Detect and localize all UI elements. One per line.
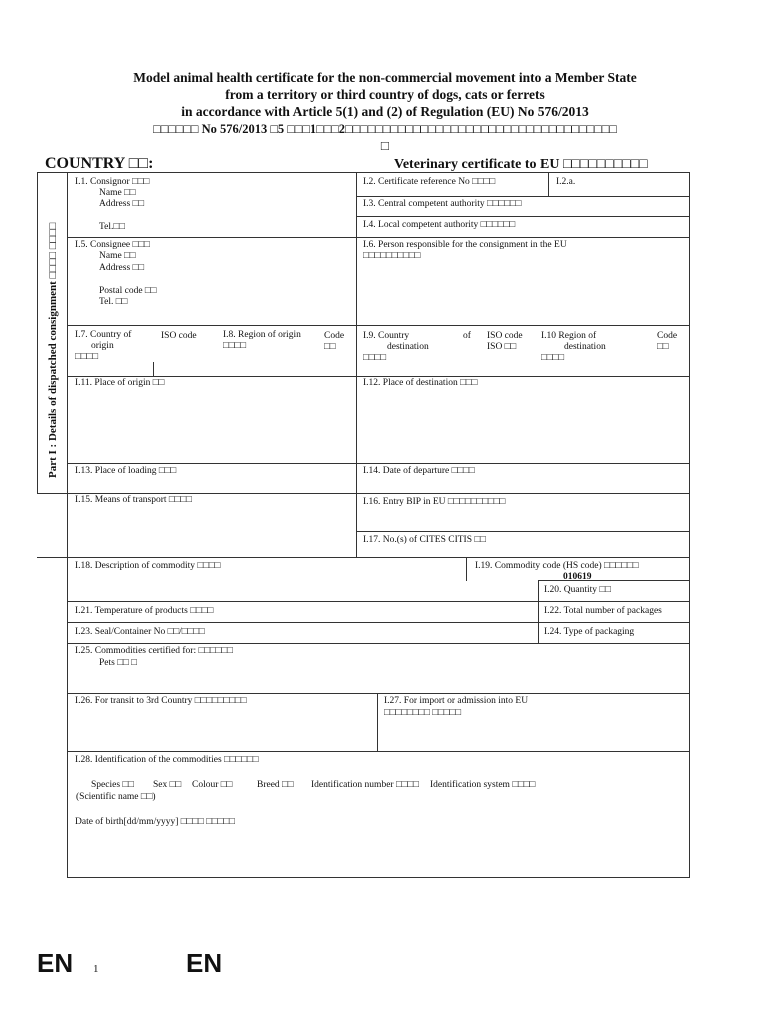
field-i9-of: of: [463, 331, 471, 341]
part1-label: Part I : Details of dispatched consignment □□□□ □□□□: [47, 222, 59, 478]
divider: [377, 693, 378, 751]
field-i5-postal: Postal code □□: [99, 286, 157, 296]
title-line-3: in accordance with Article 5(1) and (2) of Regulation (EU) No 576/2013: [181, 104, 589, 119]
field-i11-place-origin: I.11. Place of origin □□: [75, 378, 165, 388]
field-i8-code: Code: [324, 331, 345, 341]
field-i14-date-departure: I.14. Date of departure □□□□: [363, 466, 475, 476]
field-i9-iso-cn: ISO □□: [487, 342, 517, 352]
divider: [356, 196, 690, 197]
divider: [67, 693, 690, 694]
field-i6-cn: □□□□□□□□□□: [363, 251, 421, 261]
field-i28-colour: Colour □□: [192, 780, 233, 790]
divider: [67, 643, 690, 644]
field-i8-region-origin: I.8. Region of origin: [223, 330, 301, 340]
field-i3-central-authority: I.3. Central competent authority □□□□□□: [363, 199, 522, 209]
field-i23-seal-container: I.23. Seal/Container No □□/□□□□: [75, 627, 205, 637]
divider: [67, 601, 690, 602]
divider: [67, 493, 690, 494]
field-i26-transit: I.26. For transit to 3rd Country □□□□□□□□□: [75, 696, 247, 706]
field-i9-cn: □□□□: [363, 353, 386, 363]
field-i28-species: Species □□: [91, 780, 134, 790]
field-i1-consignor: I.1. Consignor □□□: [75, 177, 150, 187]
field-i9-destination: destination: [387, 342, 429, 352]
field-i8-code-cn: □□: [324, 342, 336, 352]
divider: [67, 557, 690, 558]
field-i16-entry-bip: I.16. Entry BIP in EU □□□□□□□□□□: [363, 497, 506, 507]
field-i7-country-origin: I.7. Country of: [75, 330, 132, 340]
field-i7-origin: origin: [91, 341, 114, 351]
field-i22-total-packages: I.22. Total number of packages: [544, 606, 662, 616]
divider: [548, 172, 549, 196]
field-i1-address: Address □□: [99, 199, 144, 209]
divider: [67, 237, 690, 238]
field-i28-id-number: Identification number □□□□: [311, 780, 419, 790]
footer-lang-left: EN: [37, 948, 74, 978]
field-i6-responsible: I.6. Person responsible for the consignment in the EU: [363, 240, 567, 250]
field-i28-breed: Breed □□: [257, 780, 294, 790]
divider: [37, 557, 68, 558]
field-i2a: I.2.a.: [556, 177, 576, 187]
field-i28-dob: Date of birth[dd/mm/yyyy] □□□□ □□□□□: [75, 817, 235, 827]
field-i7-cn: □□□□: [75, 352, 98, 362]
title-line-4: □□□□□□ No 576/2013 □5 □□□1□□□2□□□□□□□□□□□□□□□□□□□□□□□□□□□□□□□□□□□□: [153, 122, 617, 136]
field-i5-name: Name □□: [99, 251, 136, 261]
field-i28-id-system: Identification system □□□□: [430, 780, 536, 790]
title-line-5: □: [380, 138, 390, 153]
field-i25-pets: Pets □□ □: [99, 658, 137, 668]
field-i1-tel: Tel.□□: [99, 222, 125, 232]
divider: [538, 580, 539, 643]
field-i27-cn: □□□□□□□□ □□□□□: [384, 708, 461, 718]
field-i19-commodity-code: I.19. Commodity code (HS code) □□□□□□: [475, 561, 639, 571]
divider: [67, 622, 690, 623]
country-label: COUNTRY □□:: [45, 155, 154, 172]
divider: [153, 362, 154, 376]
field-i10-destination: destination: [564, 342, 606, 352]
field-i13-place-loading: I.13. Place of loading □□□: [75, 466, 177, 476]
divider: [538, 580, 690, 581]
divider: [67, 751, 690, 752]
field-i20-quantity: I.20. Quantity □□: [544, 585, 611, 595]
page-number: 1: [93, 963, 99, 975]
field-i5-address: Address □□: [99, 263, 144, 273]
divider: [356, 172, 357, 557]
divider: [67, 325, 690, 326]
field-i19-value: 010619: [563, 572, 592, 582]
field-i9-country-dest: I.9. Country: [363, 331, 410, 341]
field-i10-cn: □□□□: [541, 353, 564, 363]
field-i5-tel: Tel. □□: [99, 297, 128, 307]
divider: [67, 463, 690, 464]
field-i18-description: I.18. Description of commodity □□□□: [75, 561, 221, 571]
field-i9-iso: ISO code: [487, 331, 523, 341]
field-i10-code-cn: □□: [657, 342, 669, 352]
field-i5-consignee: I.5. Consignee □□□: [75, 240, 150, 250]
field-i4-local-authority: I.4. Local competent authority □□□□□□: [363, 220, 516, 230]
field-i28-sex: Sex □□: [153, 780, 182, 790]
footer-lang-right: EN: [186, 948, 223, 978]
field-i10-code: Code: [657, 331, 678, 341]
field-i21-temperature: I.21. Temperature of products □□□□: [75, 606, 214, 616]
field-i27-import: I.27. For import or admission into EU: [384, 696, 529, 706]
title-line-2: from a territory or third country of dogs, cats or ferrets: [225, 87, 545, 102]
divider: [356, 216, 690, 217]
field-i28-identification: I.28. Identification of the commodities □□□□□□: [75, 755, 259, 765]
field-i25-certified-for: I.25. Commodities certified for: □□□□□□: [75, 646, 233, 656]
divider: [356, 531, 690, 532]
field-i17-cites: I.17. No.(s) of CITES CITIS □□: [363, 535, 486, 545]
field-i12-place-destination: I.12. Place of destination □□□: [363, 378, 478, 388]
divider: [67, 376, 690, 377]
title-line-1: Model animal health certificate for the non-commercial movement into a Member State: [133, 70, 637, 85]
divider: [466, 557, 467, 581]
field-i7-iso: ISO code: [161, 331, 197, 341]
field-i15-means-transport: I.15. Means of transport □□□□: [75, 495, 192, 505]
form-frame: [67, 172, 690, 878]
field-i2-cert-ref: I.2. Certificate reference No □□□□: [363, 177, 496, 187]
vet-cert-label: Veterinary certificate to EU □□□□□□□□□□: [394, 157, 648, 172]
field-i8-cn: □□□□: [223, 341, 246, 351]
field-i10-region-dest: I.10 Region of: [541, 331, 597, 341]
field-i1-name: Name □□: [99, 188, 136, 198]
field-i28-scientific: (Scientific name □□): [76, 792, 156, 802]
field-i24-packaging: I.24. Type of packaging: [544, 627, 635, 637]
